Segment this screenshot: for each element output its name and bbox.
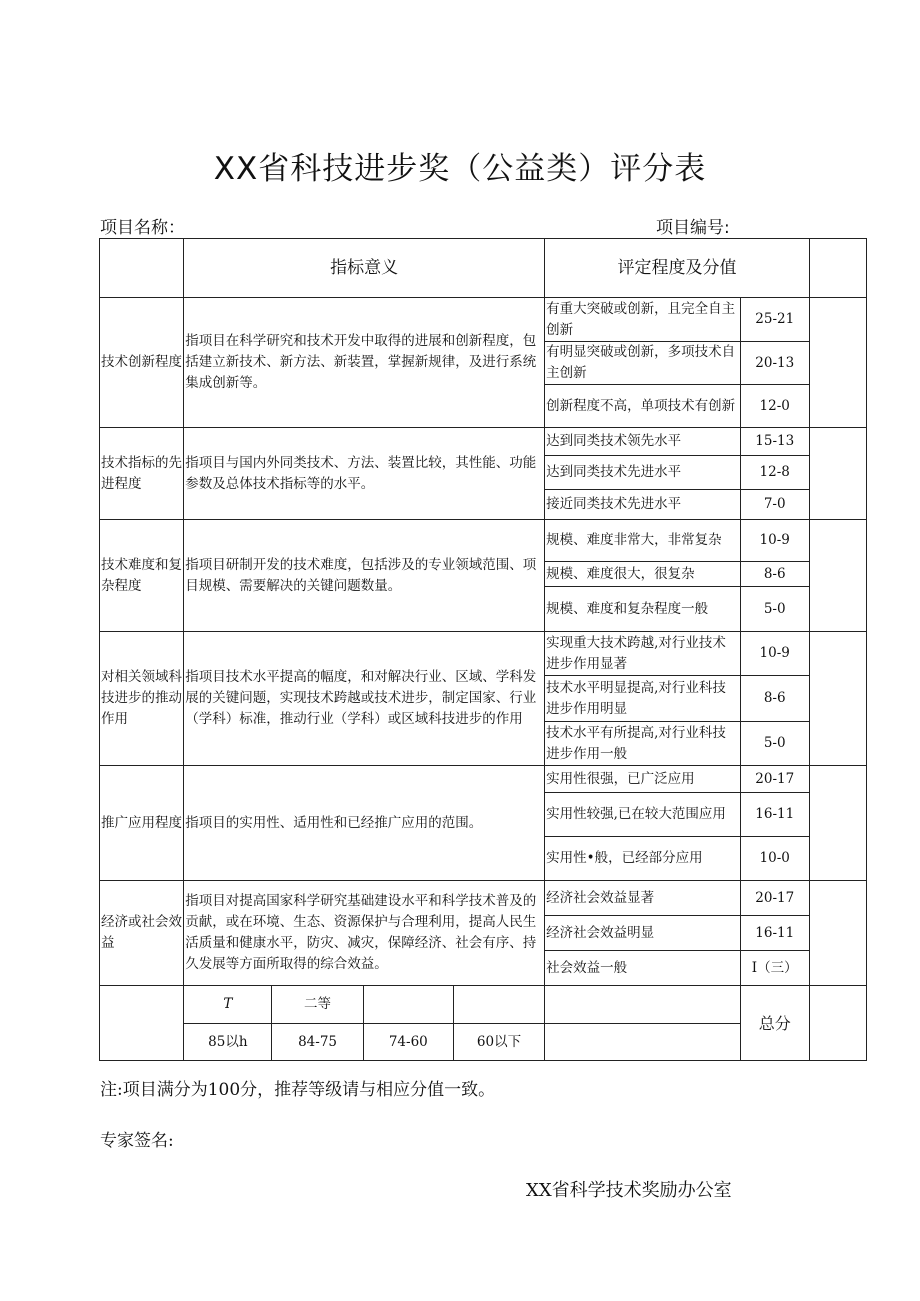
grade-range: 85以h bbox=[184, 1024, 272, 1061]
level-score: 7-0 bbox=[740, 490, 809, 520]
grade-range: 60以下 bbox=[453, 1024, 544, 1061]
criterion-category: 推广应用程度 bbox=[100, 766, 184, 881]
level-desc: 实用性较强,已在较大范围应用 bbox=[545, 793, 741, 837]
grade-recommend-cell[interactable] bbox=[545, 986, 741, 1024]
level-score: 16-11 bbox=[740, 916, 809, 951]
level-score: 10-9 bbox=[740, 520, 809, 562]
criterion-category: 对相关领域科技进步的推动作用 bbox=[100, 632, 184, 766]
level-desc: 规模、难度很大，很复杂 bbox=[545, 562, 741, 587]
expert-signature-label: 专家签名: bbox=[100, 1131, 174, 1151]
criterion-meaning: 指项目与国内外同类技术、方法、装置比较，其性能、功能参数及总体技术指标等的水平。 bbox=[184, 428, 545, 520]
score-input-cell[interactable] bbox=[809, 428, 866, 520]
project-name-label: 项目名称： bbox=[100, 218, 185, 238]
score-input-cell[interactable] bbox=[809, 298, 866, 428]
total-score-input[interactable] bbox=[809, 986, 866, 1061]
level-score: 10-0 bbox=[740, 837, 809, 881]
level-score: 5-0 bbox=[740, 722, 809, 766]
level-score: 20-17 bbox=[740, 766, 809, 793]
level-score: 20-17 bbox=[740, 881, 809, 916]
footnote: 注:项目满分为100分，推荐等级请与相应分值一致。 bbox=[100, 1080, 496, 1100]
header-score-input[interactable] bbox=[809, 239, 866, 298]
project-number-label: 项目编号: bbox=[656, 218, 730, 238]
grade-label: 二等 bbox=[272, 986, 363, 1024]
criterion-category: 技术难度和复杂程度 bbox=[100, 520, 184, 632]
criterion-category: 技术创新程度 bbox=[100, 298, 184, 428]
criterion-meaning: 指项目研制开发的技术难度，包括涉及的专业领域范围、项目规模、需要解决的关键问题数量。 bbox=[184, 520, 545, 632]
level-score: 16-11 bbox=[740, 793, 809, 837]
level-score: 10-9 bbox=[740, 632, 809, 676]
level-desc: 技术水平有所提高,对行业科技进步作用一般 bbox=[545, 722, 741, 766]
criterion-category: 技术指标的先进程度 bbox=[100, 428, 184, 520]
score-input-cell[interactable] bbox=[809, 881, 866, 986]
grade-label: T bbox=[184, 986, 272, 1024]
grade-range: 74-60 bbox=[363, 1024, 453, 1061]
level-desc: 创新程度不高，单项技术有创新 bbox=[545, 385, 741, 428]
issuing-office: XX省科学技术奖励办公室 bbox=[526, 1180, 732, 1201]
criterion-meaning: 指项目的实用性、适用性和已经推广应用的范围。 bbox=[184, 766, 545, 881]
level-score: I（三） bbox=[740, 951, 809, 986]
level-desc: 经济社会效益明显 bbox=[545, 916, 741, 951]
level-score: 12-8 bbox=[740, 456, 809, 490]
level-score: 25-21 bbox=[740, 298, 809, 342]
level-score: 8-6 bbox=[740, 676, 809, 722]
level-score: 12-0 bbox=[740, 385, 809, 428]
level-desc: 实用性•般，已经部分应用 bbox=[545, 837, 741, 881]
grade-label bbox=[453, 986, 544, 1024]
page-title: XX省科技进步奖（公益类）评分表 bbox=[213, 151, 707, 187]
level-desc: 达到同类技术先进水平 bbox=[545, 456, 741, 490]
level-desc: 接近同类技术先进水平 bbox=[545, 490, 741, 520]
score-input-cell[interactable] bbox=[809, 766, 866, 881]
level-score: 8-6 bbox=[740, 562, 809, 587]
header-blank bbox=[100, 239, 184, 298]
level-desc: 社会效益一般 bbox=[545, 951, 741, 986]
total-score-label: 总分 bbox=[740, 986, 809, 1061]
level-desc: 实用性很强，已广泛应用 bbox=[545, 766, 741, 793]
level-score: 20-13 bbox=[740, 342, 809, 385]
level-desc: 规模、难度非常大，非常复杂 bbox=[545, 520, 741, 562]
grade-recommend-cell[interactable] bbox=[545, 1024, 741, 1061]
criterion-meaning: 指项目技术水平提高的幅度，和对解决行业、区域、学科发展的关键问题，实现技术跨越或技术进步，制定国家、行业（学科）标准，推动行业（学科）或区域科技进步的作用 bbox=[184, 632, 545, 766]
criterion-meaning: 指项目在科学研究和技术开发中取得的进展和创新程度，包括建立新技术、新方法、新装置，掌握新规律，及进行系统集成创新等。 bbox=[184, 298, 545, 428]
level-desc: 达到同类技术领先水平 bbox=[545, 428, 741, 456]
level-desc: 有重大突破或创新，且完全自主创新 bbox=[545, 298, 741, 342]
grade-blank bbox=[100, 986, 184, 1061]
level-desc: 经济社会效益显著 bbox=[545, 881, 741, 916]
level-desc: 有明显突破或创新，多项技术自主创新 bbox=[545, 342, 741, 385]
level-desc: 技术水平明显提高,对行业科技进步作用明显 bbox=[545, 676, 741, 722]
grade-range: 84-75 bbox=[272, 1024, 363, 1061]
scoring-table bbox=[99, 238, 867, 1061]
criterion-meaning: 指项目对提高国家科学研究基础建设水平和科学技术普及的贡献，或在环境、生态、资源保护与合理利用，提高人民生活质量和健康水平，防灾、减灾，保障经济、社会有序、持久发展等方面所取得的综合效益。 bbox=[184, 881, 545, 986]
header-scoring: 评定程度及分值 bbox=[545, 239, 810, 298]
grade-label bbox=[363, 986, 453, 1024]
level-desc: 实现重大技术跨越,对行业技术进步作用显著 bbox=[545, 632, 741, 676]
score-input-cell[interactable] bbox=[809, 632, 866, 766]
criterion-category: 经济或社会效益 bbox=[100, 881, 184, 986]
score-input-cell[interactable] bbox=[809, 520, 866, 632]
level-score: 15-13 bbox=[740, 428, 809, 456]
level-score: 5-0 bbox=[740, 587, 809, 632]
level-desc: 规模、难度和复杂程度一般 bbox=[545, 587, 741, 632]
header-indicator: 指标意义 bbox=[184, 239, 545, 298]
